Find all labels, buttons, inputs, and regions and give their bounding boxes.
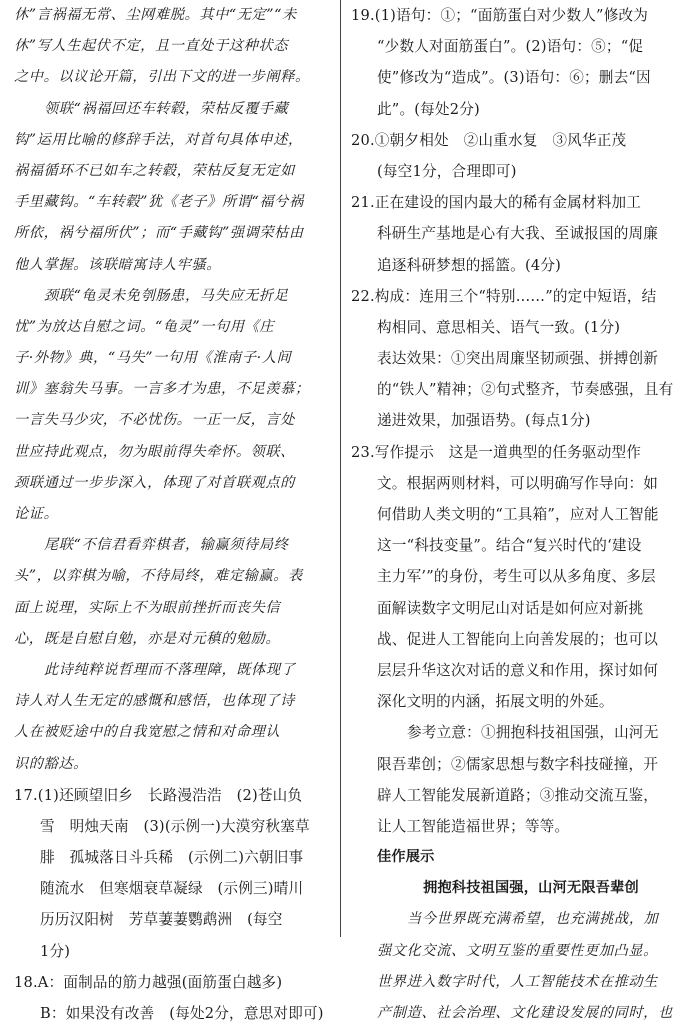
answer-22-line: 表达效果：①突出周廉坚韧顽强、拼搏创新 xyxy=(377,350,659,368)
text-line: 他人掌握。该联暗寓诗人牢骚。 xyxy=(14,256,222,273)
answer-23-line: 这一“科技变量”。结合“复兴时代的‘建设 xyxy=(377,537,642,555)
answer-17-line: 17.(1)还顾望旧乡 长路漫浩浩 (2)苍山负 xyxy=(14,786,303,804)
essay-line: 强文化交流、文明互鉴的重要性更加凸显。 xyxy=(377,942,658,959)
answer-23-line: 层层升华这次对话的意义和作用，探讨如何 xyxy=(377,661,659,679)
text-line: 休”写人生起伏不定，且一直处于这种状态 xyxy=(14,38,289,55)
answer-21-line: 追逐科研梦想的摇篮。(4分) xyxy=(377,256,562,274)
answer-18-line: 18.A：面制品的筋力越强(面筋蛋白越多) xyxy=(14,973,283,991)
right-column xyxy=(351,0,685,1029)
answer-22-line: 递进效果，加强语势。(每点1分) xyxy=(377,412,591,430)
text-line: 颈联“龟灵未免刳肠患，马失应无折足 xyxy=(44,287,289,304)
answer-23-line: 面解读数字文明尼山对话是如何应对新挑 xyxy=(377,599,644,617)
text-line: 世应持此观点，勿为眼前得失牵怀。领联、 xyxy=(14,443,295,460)
essay-line: 世界进入数字时代，人工智能技术在推动生 xyxy=(377,973,658,990)
text-line: 颈联通过一步步深入，体现了对首联观点的 xyxy=(14,474,295,491)
answer-23-line: 主力军’”的身份，考生可以从多角度、多层 xyxy=(377,568,656,586)
answer-22-line: 的“铁人”精神；②句式整齐，节奏感强，且有 xyxy=(377,381,674,399)
text-line: 心，既是自慰自勉，亦是对元稹的勉励。 xyxy=(14,630,281,647)
essay-line: 产制造、社会治理、文化建设发展的同时，也 xyxy=(377,1005,673,1021)
answer-22-line: 构相同、意思相关、语气一致。(1分) xyxy=(377,318,621,336)
text-line: 手里藏钩。“车转毂”犹《老子》所谓“福兮祸 xyxy=(14,194,304,211)
reference-idea-line: 参考立意：①拥抱科技祖国强，山河无 xyxy=(407,724,659,742)
text-line: 面上说理，实际上不为眼前挫折而丧失信 xyxy=(14,599,281,616)
essay-title: 拥抱科技祖国强，山河无限吾辈创 xyxy=(423,880,639,897)
text-line: 识的豁达。 xyxy=(14,755,88,772)
text-line: 一言失马少灾，不必忧伤。一正一反，言处 xyxy=(14,412,295,429)
answer-17-line: 1分) xyxy=(40,942,71,960)
answer-17-line: 随流水 但寒烟衰草凝绿 (示例三)晴川 xyxy=(40,880,304,898)
answer-23-line: 战、促进人工智能向上向善发展的；也可以 xyxy=(377,630,659,648)
text-line: 祸福循环不已如车之转毂，荣枯反复无定如 xyxy=(14,162,295,179)
text-line: 头”，以弈棋为喻，不待局终，难定输赢。表 xyxy=(14,568,303,585)
column-divider xyxy=(340,0,341,937)
answer-23-line: 何借助人类文明的“工具箱”，应对人工智能 xyxy=(377,506,659,523)
answer-17-line: 腓 孤城落日斗兵稀 (示例二)六朝旧事 xyxy=(40,849,304,867)
text-line: 子·外物》典，“马失”一句用《淮南子·人间 xyxy=(14,350,292,367)
answer-20-line: 20.①朝夕相处 ②山重水复 ③风华正茂 xyxy=(351,131,627,149)
answer-20-line: (每空1分，合理即可) xyxy=(377,162,517,180)
answer-23-line: 文。根据两则材料，可以明确写作导向：如 xyxy=(377,474,659,492)
answer-23-line: 23.写作提示 这是一道典型的任务驱动型作 xyxy=(351,443,642,461)
reference-idea-line: 辟人工智能发展新道路；③推动交流互鉴， xyxy=(377,786,659,804)
text-line: 训》塞翁失马事。一言多才为患，不足羡慕； xyxy=(14,381,310,398)
answer-23-line: 深化文明的内涵，拓展文明的外延。 xyxy=(377,693,614,711)
text-line: 钩”运用比喻的修辞手法，对首句具体申述， xyxy=(14,131,303,148)
answer-17-line: 雪 明烛天南 (3)(示例一)大漠穷秋塞草 xyxy=(40,817,310,835)
text-line: 休”言祸福无常、尘网难脱。其中“无定”“未 xyxy=(14,7,297,23)
text-line: 尾联“不信君看弈棋者，输赢须待局终 xyxy=(44,537,289,554)
text-line: 忧”为放达自慰之词。“龟灵”一句用《庄 xyxy=(14,318,275,335)
showcase-heading: 佳作展示 xyxy=(377,849,435,866)
text-line: 之中。以议论开篇，引出下文的进一步阐释。 xyxy=(14,69,310,86)
answer-21-line: 科研生产基地是心有大我、至诚报国的周廉 xyxy=(377,225,659,243)
answer-21-line: 21.正在建设的国内最大的稀有金属材料加工 xyxy=(351,194,642,212)
text-line: 所依，祸兮福所伏”；而“手藏钩”强调荣枯由 xyxy=(14,225,304,242)
answer-19-line: 使”修改为“造成”。(3)语句：⑥；删去“因 xyxy=(377,69,651,87)
answer-17-line: 历历汉阳树 芳草萋萋鹦鹉洲 (每空 xyxy=(40,911,283,929)
answer-22-line: 22.构成：连用三个“特别……”的定中短语，结 xyxy=(351,287,657,305)
text-line: 领联“祸福回还车转毂，荣枯反覆手藏 xyxy=(44,100,289,117)
answer-19-line: “少数人对面筋蛋白”。(2)语句：⑤；“促 xyxy=(377,38,644,56)
reference-idea-line: 限吾辈创；②儒家思想与数字科技碰撞，开 xyxy=(377,755,659,773)
reference-idea-line: 让人工智能造福世界；等等。 xyxy=(377,817,570,835)
answer-19-line: 19.(1)语句：①；“面筋蛋白对少数人”修改为 xyxy=(351,7,649,24)
answer-18-line: B：如果没有改善 (每处2分，意思对即可) xyxy=(40,1005,324,1022)
text-line: 诗人对人生无定的感慨和感悟，也体现了诗 xyxy=(14,693,295,710)
answer-19-line: 此”。(每处2分) xyxy=(377,100,480,118)
essay-line: 当今世界既充满希望，也充满挑战，加 xyxy=(407,911,659,928)
text-line: 论证。 xyxy=(14,506,59,522)
text-line: 此诗纯粹说哲理而不落理障，既体现了 xyxy=(44,661,296,678)
left-column xyxy=(14,0,332,1029)
text-line: 人在被贬途中的自我宽慰之情和对命理认 xyxy=(14,724,281,741)
